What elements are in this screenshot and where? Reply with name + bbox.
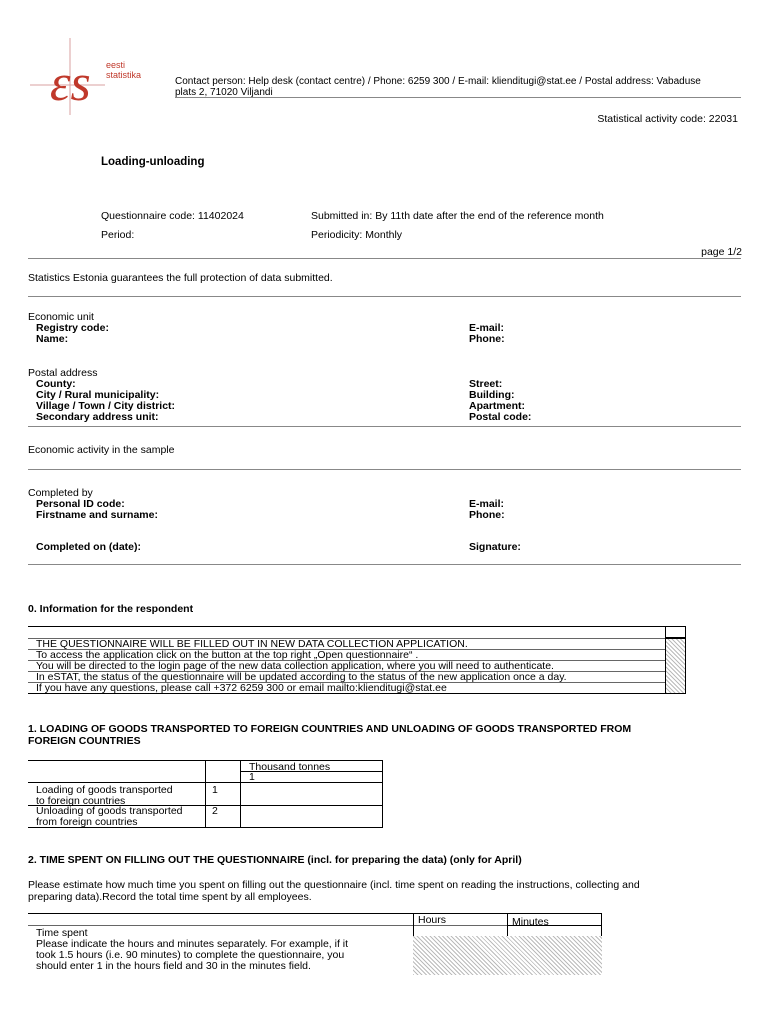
personal-id-label: Personal ID code: bbox=[36, 498, 125, 510]
section0-title: 0. Information for the respondent bbox=[28, 603, 194, 615]
info-line-3: You will be directed to the login page of the new data collection application, where you will need to authenticate. bbox=[36, 660, 554, 672]
activity-sample: Economic activity in the sample bbox=[28, 444, 175, 456]
loading-code: 1 bbox=[212, 784, 218, 796]
logo-text-1: eesti bbox=[106, 60, 126, 70]
postal-heading: Postal address bbox=[28, 367, 98, 379]
questionnaire-code: Questionnaire code: 11402024 bbox=[101, 210, 244, 222]
info-line-2: To access the application click on the button at the top right „Open questionnaire“ . bbox=[36, 649, 419, 661]
phone-label: Phone: bbox=[469, 333, 505, 345]
submitted-in: Submitted in: By 11th date after the end of the reference month bbox=[311, 210, 604, 222]
section2-title: 2. TIME SPENT ON FILLING OUT THE QUESTIONNAIRE (incl. for preparing the data) (only for April) bbox=[28, 854, 522, 866]
loading-label-2: to foreign countries bbox=[36, 795, 126, 807]
thousand-tonnes-header: Thousand tonnes bbox=[249, 761, 331, 773]
unloading-input[interactable] bbox=[241, 806, 381, 827]
contact-line-2: plats 2, 71020 Viljandi bbox=[175, 87, 273, 98]
secondary-label: Secondary address unit: bbox=[36, 411, 159, 423]
contact-line-1: Contact person: Help desk (contact centre) / Phone: 6259 300 / E-mail: klienditugi@stat.ee / Postal address: Vabaduse bbox=[175, 76, 701, 87]
periodicity: Periodicity: Monthly bbox=[311, 229, 403, 241]
time-spent-line-3: should enter 1 in the hours field and 30 in the minutes field. bbox=[36, 960, 311, 972]
section2-desc-2: preparing data).Record the total time spent by all employees. bbox=[28, 891, 312, 903]
divider bbox=[28, 564, 741, 565]
page-title: Loading-unloading bbox=[101, 156, 205, 168]
unloading-code: 2 bbox=[212, 805, 218, 817]
svg-text:ɛs: ɛs bbox=[50, 55, 91, 112]
economic-unit-heading: Economic unit bbox=[28, 311, 94, 323]
page-number: page 1/2 bbox=[701, 246, 742, 258]
loading-label-1: Loading of goods transported bbox=[36, 784, 173, 796]
guarantee-text: Statistics Estonia guarantees the full protection of data submitted. bbox=[28, 272, 333, 284]
county-label: County: bbox=[36, 378, 76, 390]
hours-header: Hours bbox=[418, 914, 447, 926]
signature-label: Signature: bbox=[469, 541, 521, 553]
loading-input[interactable] bbox=[241, 783, 381, 804]
completer-name-label: Firstname and surname: bbox=[36, 509, 158, 521]
minutes-input[interactable] bbox=[508, 926, 601, 937]
unloading-label-2: from foreign countries bbox=[36, 816, 138, 828]
info-line-5: If you have any questions, please call +372 6259 300 or email mailto:klienditugi@stat.ee bbox=[36, 682, 447, 694]
completed-heading: Completed by bbox=[28, 487, 93, 499]
logo-mark bbox=[30, 30, 170, 120]
completer-email-label: E-mail: bbox=[469, 498, 505, 510]
completer-phone-label: Phone: bbox=[469, 509, 505, 521]
village-label: Village / Town / City district: bbox=[36, 400, 176, 412]
time-spent-line-2: took 1.5 hours (i.e. 90 minutes) to complete the questionnaire, you bbox=[36, 949, 345, 961]
divider bbox=[28, 426, 741, 427]
city-label: City / Rural municipality: bbox=[36, 389, 160, 401]
info-line-4: In eSTAT, the status of the questionnaire will be updated according to the status of the new application once a day. bbox=[36, 671, 567, 683]
building-label: Building: bbox=[469, 389, 515, 401]
statistics-estonia-logo bbox=[30, 30, 170, 120]
completed-on-label: Completed on (date): bbox=[36, 541, 141, 553]
email-label: E-mail: bbox=[469, 322, 505, 334]
divider bbox=[28, 258, 741, 259]
divider bbox=[28, 296, 741, 297]
period: Period: bbox=[101, 229, 135, 241]
activity-code: Statistical activity code: 22031 bbox=[597, 113, 738, 125]
logo-text-2: statistika bbox=[106, 70, 142, 80]
section2-desc-1: Please estimate how much time you spent on filling out the questionnaire (incl. time spent on reading the instructions, collecting and bbox=[28, 879, 640, 891]
section1-title-2: FOREIGN COUNTRIES bbox=[28, 735, 141, 747]
minutes-header: Minutes bbox=[512, 916, 549, 928]
section1-title-1: 1. LOADING OF GOODS TRANSPORTED TO FOREIGN COUNTRIES AND UNLOADING OF GOODS TRANSPORTED FROM bbox=[28, 723, 632, 735]
divider bbox=[28, 469, 741, 470]
unloading-label-1: Unloading of goods transported bbox=[36, 805, 183, 817]
name-label: Name: bbox=[36, 333, 69, 345]
hours-input[interactable] bbox=[414, 926, 507, 937]
time-spent-line-1: Please indicate the hours and minutes separately. For example, if it bbox=[36, 938, 349, 950]
column-number: 1 bbox=[249, 771, 255, 783]
info-line-1: THE QUESTIONNAIRE WILL BE FILLED OUT IN NEW DATA COLLECTION APPLICATION. bbox=[36, 638, 468, 650]
postal-code-label: Postal code: bbox=[469, 411, 532, 423]
time-spent-title: Time spent bbox=[36, 927, 88, 939]
header-divider bbox=[175, 97, 741, 98]
street-label: Street: bbox=[469, 378, 503, 390]
apartment-label: Apartment: bbox=[469, 400, 526, 412]
registry-code-label: Registry code: bbox=[36, 322, 109, 334]
